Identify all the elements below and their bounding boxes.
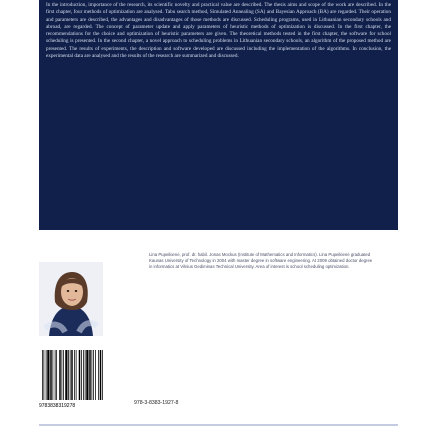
- barcode-bar: [59, 350, 61, 400]
- isbn-number: 978-3-8383-1927-8: [134, 400, 179, 406]
- barcode-bar: [42, 350, 43, 400]
- barcode-icon: [39, 350, 134, 410]
- barcode-bar: [76, 350, 77, 400]
- barcode-bar: [89, 350, 91, 400]
- barcode-bar: [50, 350, 52, 400]
- barcode-bar: [98, 350, 99, 400]
- barcode-bar: [100, 350, 102, 400]
- barcode-bar: [92, 350, 93, 400]
- barcode-bar: [63, 350, 64, 400]
- barcode-bar: [93, 350, 94, 400]
- barcode-bar: [55, 350, 56, 400]
- barcode-bar: [102, 350, 103, 400]
- author-bio-text: Lina Pupeikienė, prof. dr. habil. Jonas Mockus (Institute of Mathematics and Informatics). Lina Pupeikienė graduated Kaunas University of Technology in 2004 with master degree in software engineering. At 2009 obtained doctor degree in informatics at Vilnius Gediminas Technical University. Area of interest is school scheduling optimization.: [149, 252, 373, 270]
- barcode-section: [39, 345, 398, 417]
- barcode-bar: [79, 350, 81, 400]
- bottom-divider: [39, 424, 398, 426]
- barcode-bar: [95, 350, 96, 400]
- book-description-text: In the introduction, importance of the research, its scientific novelty and practical value are described. The thesis aims and scope of the work are described. In the first chapter, four methods of optimization are analysed. Tabu search method, Simulated Annealing (SA) and Bayesian Approach (BA) are regarded. Their operation and parameters are described, the advantages and disadvantages of those methods are discussed. Scheduling programs, used in Lithuanian secondary schools and abroad, are regarded. The concept of parameter update and apply parameters of heuristic methods of optimization is discussed. In the first chapter, the recommendations for the choice and optimization of heuristic parameters are given. The theoretical methods tested in the first chapter, the software for school scheduling is presented. In the second chapter, a novel approach to scheduling problems in Lithuanian secondary schools, an algorithm of the proposed method are presented. The results of experiments, the description and software developed are discussed including the implementation of the algorithms. In conclusion, the experimental data are analysed and the results of the research are summarized and discussed.: [46, 2, 391, 60]
- barcode-digits: 9783838319278: [39, 403, 76, 409]
- barcode-bar: [46, 350, 47, 400]
- barcode-bar: [47, 350, 49, 400]
- back-cover-blurb-panel: [39, 0, 398, 230]
- barcode-bar: [86, 350, 88, 400]
- author-portrait-icon: [39, 262, 103, 336]
- barcode-bar: [83, 350, 84, 400]
- barcode-bar: [53, 350, 54, 400]
- barcode-bar: [68, 350, 69, 400]
- barcode-bar: [70, 350, 71, 400]
- barcode-bar: [85, 350, 86, 400]
- barcode-bar: [62, 350, 63, 400]
- author-photo: [39, 262, 103, 336]
- barcode-bar: [65, 350, 67, 400]
- barcode-bar: [56, 350, 57, 400]
- barcode-bar: [44, 350, 45, 400]
- barcode-bar: [71, 350, 73, 400]
- barcode-bar: [81, 350, 82, 400]
- author-section: [39, 250, 398, 340]
- barcode-bar: [74, 350, 75, 400]
